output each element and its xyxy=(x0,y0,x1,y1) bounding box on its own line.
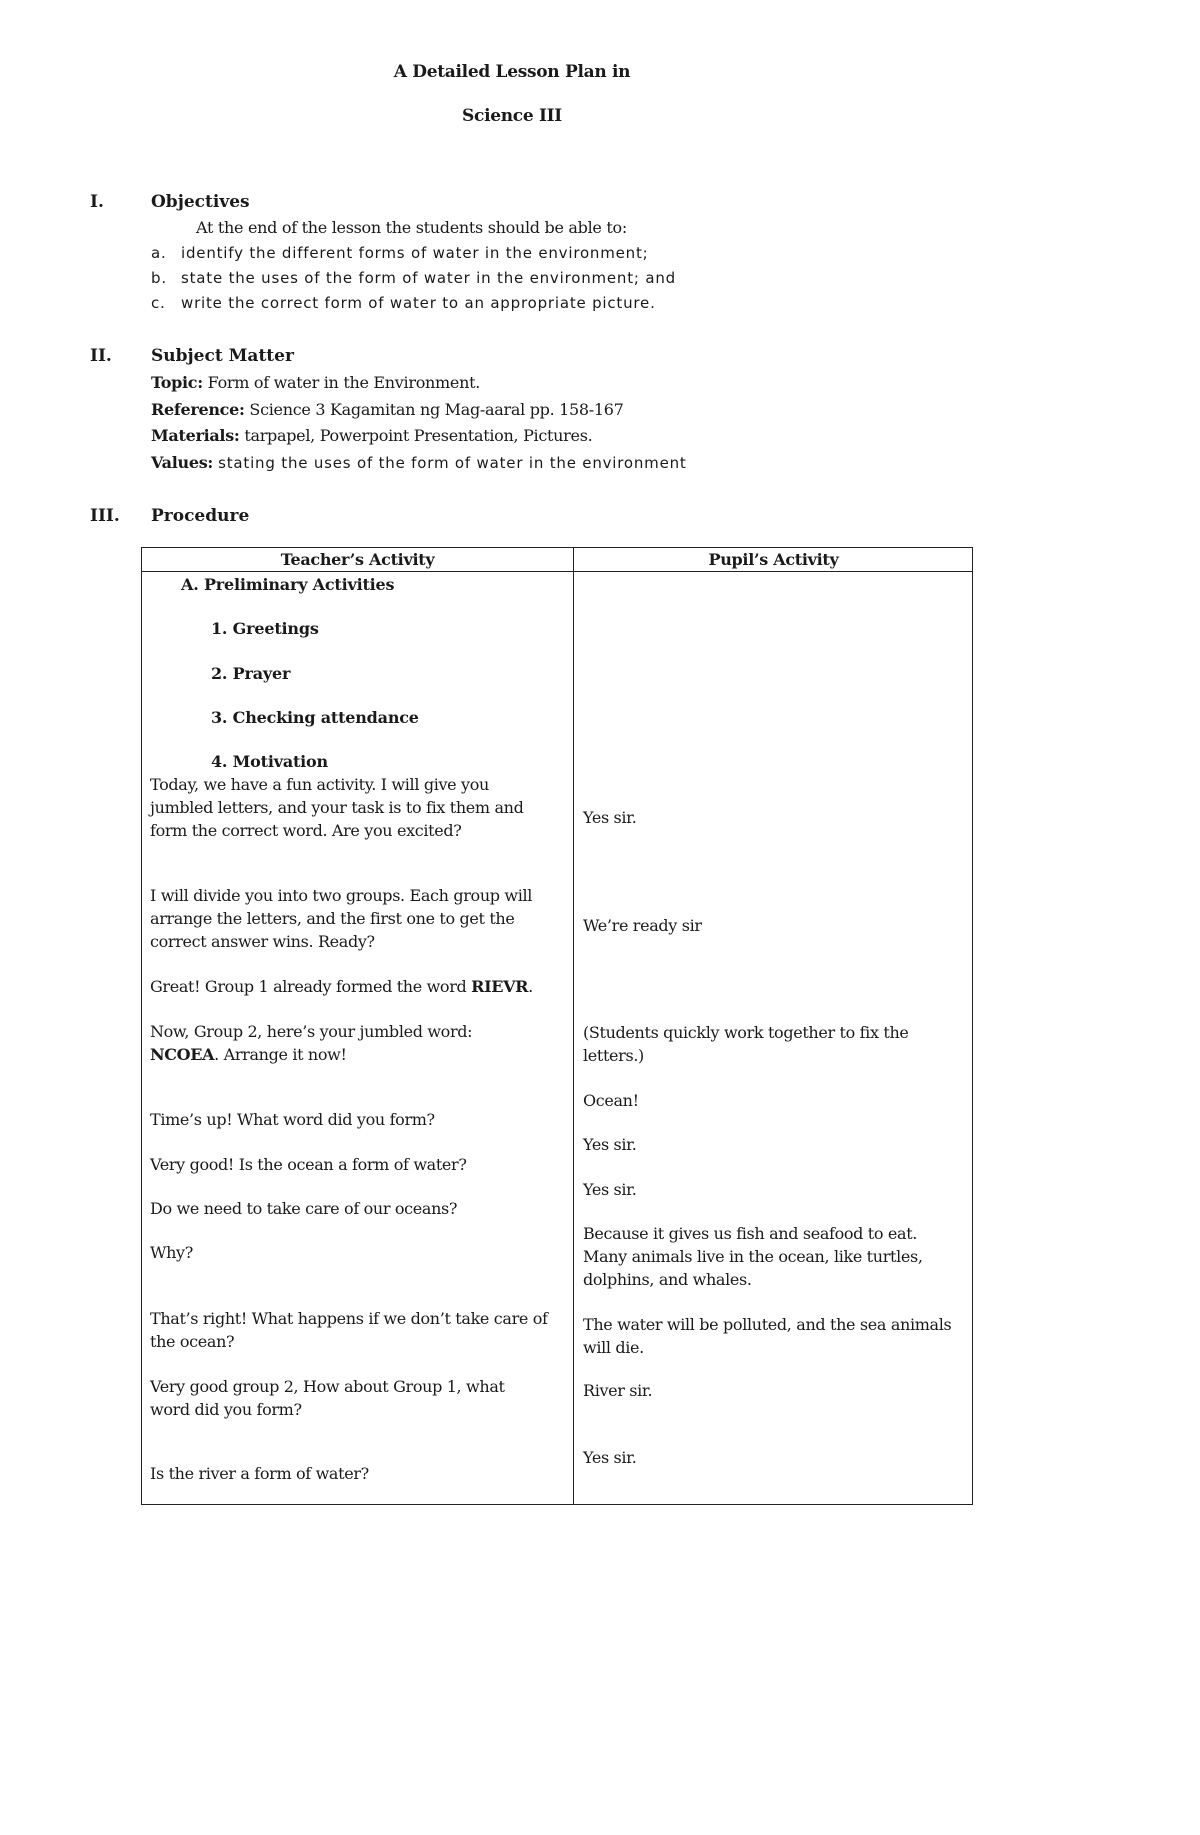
table-header-divider xyxy=(142,571,972,572)
teacher-line: Very good! Is the ocean a form of water? xyxy=(150,1155,467,1174)
jumbled-word-ncoea: NCOEA xyxy=(150,1045,215,1064)
teacher-line: Today, we have a fun activity. I will give you xyxy=(150,775,489,794)
reference-value: Science 3 Kagamitan ng Mag-aaral pp. 158-167 xyxy=(249,400,624,419)
teacher-line: Do we need to take care of our oceans? xyxy=(150,1199,458,1218)
teacher-line: form the correct word. Are you excited? xyxy=(150,821,462,840)
document-title: A Detailed Lesson Plan in xyxy=(393,62,631,82)
section-heading-subject-matter: Subject Matter xyxy=(151,346,294,366)
pupil-line: River sir. xyxy=(583,1381,653,1400)
document-subtitle: Science III xyxy=(462,106,562,126)
materials-line xyxy=(151,426,592,445)
teacher-line: arrange the letters, and the first one to get the xyxy=(150,909,515,928)
materials-label: Materials: xyxy=(151,426,240,445)
section-numeral: I. xyxy=(90,192,104,212)
teacher-line: That’s right! What happens if we don’t take care of xyxy=(150,1309,548,1328)
teacher-line: Now, Group 2, here’s your jumbled word: xyxy=(150,1022,473,1041)
column-header-teacher: Teacher’s Activity xyxy=(280,550,435,569)
topic-line xyxy=(151,373,480,392)
teacher-line: the ocean? xyxy=(150,1332,235,1351)
pupil-line: (Students quickly work together to fix the xyxy=(583,1023,909,1042)
section-numeral: III. xyxy=(90,506,120,526)
section-heading-objectives: Objectives xyxy=(151,192,250,212)
step-checking-attendance: 3. Checking attendance xyxy=(211,708,419,727)
values-value: stating the uses of the form of water in the environment xyxy=(218,454,687,472)
teacher-text: . xyxy=(528,977,533,996)
teacher-line xyxy=(150,1043,347,1066)
pupil-line: Because it gives us fish and seafood to eat. xyxy=(583,1224,918,1243)
pupil-line: Yes sir. xyxy=(583,1135,637,1154)
teacher-line: Is the river a form of water? xyxy=(150,1464,369,1483)
teacher-line: Time’s up! What word did you form? xyxy=(150,1110,435,1129)
objective-item: write the correct form of water to an appropriate picture. xyxy=(181,294,656,312)
teacher-line: Very good group 2, How about Group 1, what xyxy=(150,1377,505,1396)
objective-item: state the uses of the form of water in the environment; and xyxy=(181,269,676,287)
teacher-line: correct answer wins. Ready? xyxy=(150,932,375,951)
objective-letter: a. xyxy=(151,244,167,262)
teacher-text: . Arrange it now! xyxy=(214,1045,347,1064)
pupil-line: We’re ready sir xyxy=(583,916,702,935)
objective-letter: c. xyxy=(151,294,166,312)
objectives-intro: At the end of the lesson the students should be able to: xyxy=(196,218,627,237)
section-numeral: II. xyxy=(90,346,112,366)
teacher-line: jumbled letters, and your task is to fix them and xyxy=(150,798,524,817)
table-column-divider xyxy=(573,548,574,1504)
values-label: Values: xyxy=(151,453,214,472)
teacher-line xyxy=(150,975,533,998)
values-line xyxy=(151,453,687,472)
procedure-table xyxy=(141,547,973,1505)
pupil-line: Yes sir. xyxy=(583,808,637,827)
pupil-line: dolphins, and whales. xyxy=(583,1270,752,1289)
pupil-line: will die. xyxy=(583,1338,644,1357)
teacher-line: I will divide you into two groups. Each group will xyxy=(150,886,533,905)
objective-item: identify the different forms of water in the environment; xyxy=(181,244,649,262)
topic-label: Topic: xyxy=(151,373,203,392)
teacher-line: word did you form? xyxy=(150,1400,302,1419)
column-header-pupil: Pupil’s Activity xyxy=(708,550,839,569)
pupil-line: Many animals live in the ocean, like turtles, xyxy=(583,1247,923,1266)
pupil-line: Ocean! xyxy=(583,1091,639,1110)
pupil-line: letters.) xyxy=(583,1046,644,1065)
step-prayer: 2. Prayer xyxy=(211,664,291,683)
materials-value: tarpapel, Powerpoint Presentation, Pictures. xyxy=(244,426,593,445)
teacher-text: Great! Group 1 already formed the word xyxy=(150,977,472,996)
pupil-line: Yes sir. xyxy=(583,1448,637,1467)
section-heading-procedure: Procedure xyxy=(151,506,250,526)
teacher-line: Why? xyxy=(150,1243,193,1262)
objective-letter: b. xyxy=(151,269,167,287)
pupil-line: The water will be polluted, and the sea animals xyxy=(583,1315,952,1334)
jumbled-word-rievr: RIEVR xyxy=(471,977,529,996)
reference-label: Reference: xyxy=(151,400,245,419)
topic-value: Form of water in the Environment. xyxy=(207,373,481,392)
preliminary-activities-heading: A. Preliminary Activities xyxy=(181,575,395,594)
pupil-line: Yes sir. xyxy=(583,1180,637,1199)
reference-line xyxy=(151,400,624,419)
step-motivation: 4. Motivation xyxy=(211,752,328,771)
step-greetings: 1. Greetings xyxy=(211,619,319,638)
